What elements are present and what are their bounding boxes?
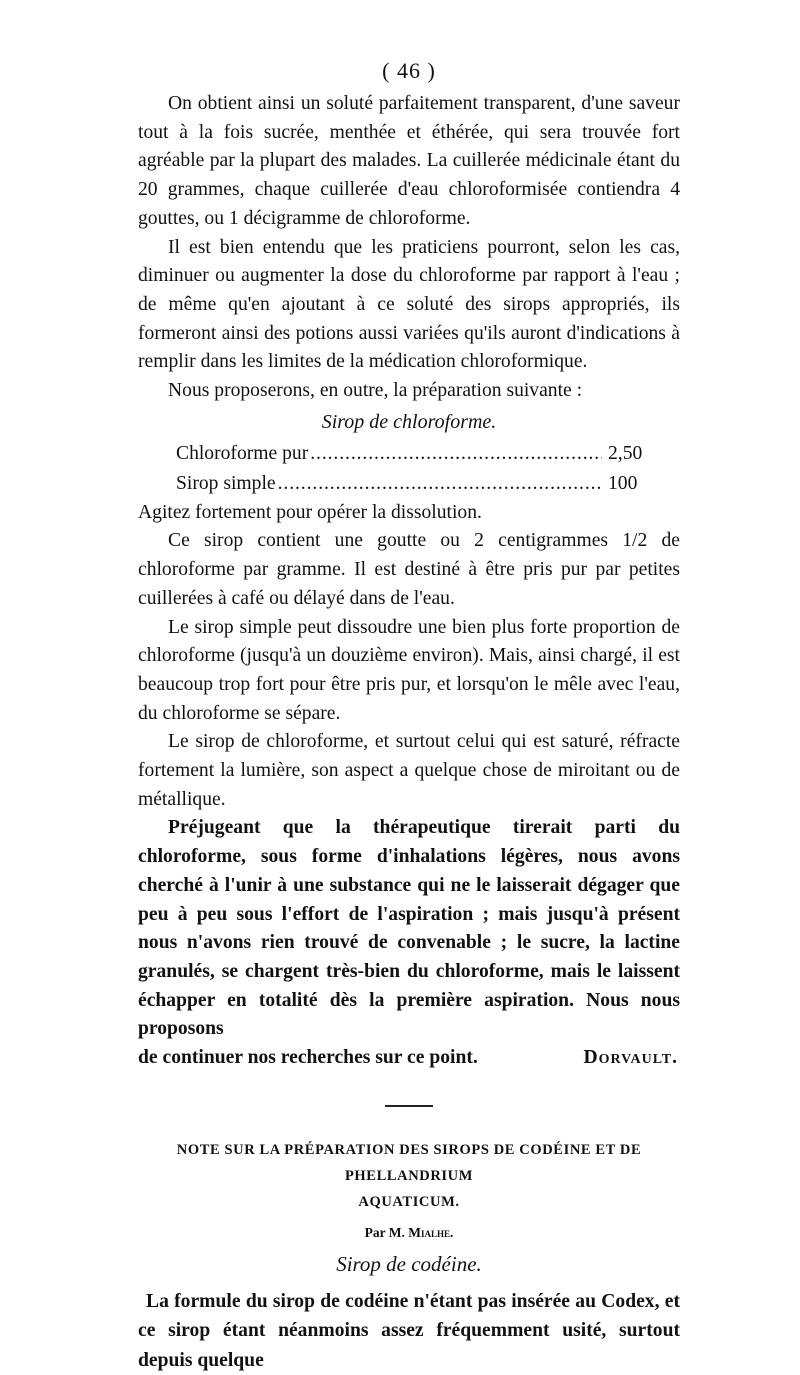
page-number: ( 46 ) — [382, 58, 436, 83]
paragraph-5: Ce sirop contient une goutte ou 2 centigrammes 1/2 de chloroforme par gramme. Il est destiné à être pris pur par petites cuillerées à café ou délayé dans de l'eau. — [138, 530, 680, 609]
recipe-list — [138, 439, 680, 499]
note-text — [138, 1287, 680, 1375]
note-subtitle: Sirop de codéine. — [336, 1251, 482, 1276]
paragraph-8-end: de continuer nos recherches sur ce point. — [138, 1047, 478, 1069]
note-author — [138, 1221, 680, 1245]
leader-dots — [278, 469, 602, 499]
note-title-line-2: AQUATICUM. — [358, 1193, 460, 1210]
paragraph-4: Agitez fortement pour opérer la dissolution. — [138, 501, 482, 523]
note-author-prefix: Par M. — [364, 1224, 405, 1240]
ingredient-name: Chloroforme pur — [176, 442, 309, 464]
paragraph-8: Préjugeant que la thérapeutique tirerait parti du chloroforme, sous forme d'inhalations légères, nous avons cherché à l'unir à une substance qui ne le laisserait dégager que peu à peu sous l'effort de l'aspiration ; mais jusqu'à présent nous n'avons rien trouvé de convenable ; le sucre, la lactine granulés, se chargent très-bien du chloroforme, mais le laissent échapper en totalité dès la première aspiration. Nous nous proposons — [138, 817, 680, 1040]
note-title — [138, 1137, 680, 1215]
ingredient-quantity: 2,50 — [608, 442, 643, 464]
signature-line — [138, 1044, 680, 1073]
recipe-title: Sirop de chloroforme. — [321, 410, 497, 433]
ingredient-name: Sirop simple — [176, 472, 276, 494]
recipe-row — [176, 439, 668, 469]
paragraph-6: Le sirop simple peut dissoudre une bien plus forte proportion de chloroforme (jusqu'à un douzième environ). Mais, ainsi chargé, il est beaucoup trop fort pour être pris pur, et lorsqu'on le mêle avec l'eau, du chloroforme se sépare. — [138, 616, 680, 724]
main-text-continued — [138, 499, 680, 1073]
section-divider — [385, 1105, 433, 1107]
note-title-line-1: NOTE SUR LA PRÉPARATION DES SIROPS DE CODÉINE ET DE PHELLANDRIUM — [176, 1141, 642, 1184]
paragraph-7: Le sirop de chloroforme, et surtout celui qui est saturé, réfracte fortement la lumière, son aspect a quelque chose de miroitant ou de métallique. — [138, 731, 680, 810]
main-text — [138, 90, 680, 406]
paragraph-1: On obtient ainsi un soluté parfaitement transparent, d'une saveur tout à la fois sucrée, menthée et éthérée, qui sera trouvée fort agréable par la plupart des malades. La cuillerée médicinale étant du 20 grammes, chaque cuillerée d'eau chloroformisée contiendra 4 gouttes, ou 1 décigramme de chloroforme. — [138, 93, 680, 229]
recipe-row — [176, 469, 668, 499]
ingredient-quantity: 100 — [608, 472, 638, 494]
leader-dots — [310, 439, 602, 469]
note-author-name: Mialhe. — [408, 1224, 454, 1240]
paragraph-2: Il est bien entendu que les praticiens pourront, selon les cas, diminuer ou augmenter la dose du chloroforme par rapport à l'eau ; de même qu'en ajoutant à ce soluté des sirops appropriés, ils formeront ainsi des potions aussi variées qu'ils auront d'indications à remplir dans les limites de la médication chloroformique. — [138, 236, 680, 373]
paragraph-3: Nous proposerons, en outre, la préparation suivante : — [168, 380, 583, 402]
note-paragraph: La formule du sirop de codéine n'étant pas insérée au Codex, et ce sirop étant néanmoins assez fréquemment usité, surtout depuis quelque — [138, 1290, 680, 1371]
author-signature: Dorvault. — [583, 1047, 678, 1069]
